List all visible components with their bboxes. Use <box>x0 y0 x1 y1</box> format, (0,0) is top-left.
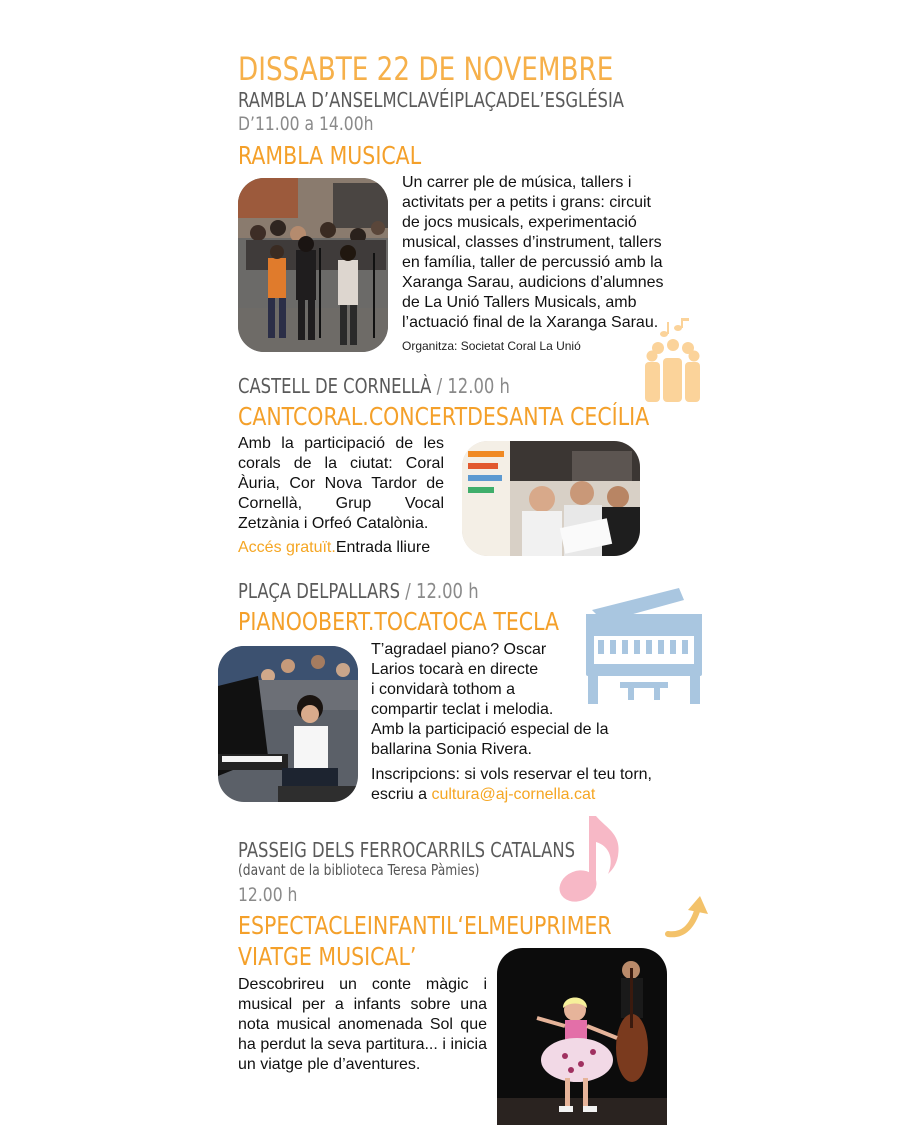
event3-line: i convidarà tothom a <box>371 681 516 698</box>
event2-access-free: Accés gratuït. <box>238 539 336 556</box>
event1-line: musical, classes d’instrument, tallers <box>402 234 662 251</box>
event2-location-line <box>238 374 510 398</box>
event3-photo <box>218 646 358 802</box>
event1-photo <box>238 178 388 352</box>
event1-line: activitats per a petits i grans: circuit <box>402 194 651 211</box>
event1-description <box>402 173 692 333</box>
event1-line: l’actuació final de la Xaranga Sarau. <box>402 314 659 331</box>
header-location: RAMBLA D’ANSELMCLAVÉIPLAÇADEL’ESGLÉSIA <box>238 88 625 112</box>
event-date-heading: DISSABTE 22 DE NOVEMBRE <box>238 50 614 88</box>
event2-access-entry: Entrada lliure <box>335 539 431 556</box>
header-hours: D’11.00 a 14.00h <box>238 113 374 135</box>
curved-arrow-icon <box>664 894 712 940</box>
choir-icon <box>640 318 706 404</box>
event3-line: Amb la participació especial de la <box>371 721 609 738</box>
choir-concert-photo <box>462 441 640 556</box>
event3-time: / 12.00 h <box>400 579 479 603</box>
event2-photo <box>462 441 640 556</box>
event4-title-line2: VIATGE MUSICAL’ <box>238 942 417 971</box>
event3-location-line <box>238 579 479 603</box>
event3-inscriptions-prefix: escriu a <box>371 786 432 803</box>
event2-location: CASTELL DE CORNELLÀ <box>238 374 432 398</box>
event2-access <box>238 538 430 558</box>
event1-title: RAMBLA MUSICAL <box>238 141 422 170</box>
event3-inscriptions-line1: Inscripcions: si vols reservar el teu torn, <box>371 766 652 783</box>
event4-description: Descobrireu un conte màgic i musical per a infants sobre una nota musical anomenada Sol que ha perdut la seva partitura... i inicia un viatge ple d’aventures. <box>238 976 487 1073</box>
event4-title-line1: ESPECTACLEINFANTIL‘ELMEUPRIMER <box>238 911 612 940</box>
street-musicians-photo <box>238 178 388 352</box>
event1-line: en família, taller de percussió amb la <box>402 254 663 271</box>
event1-line: Xaranga Sarau, audicions d’alumnes <box>402 274 664 291</box>
event4-time: 12.00 h <box>238 884 298 906</box>
event2-title: CANTCORAL.CONCERTDESANTA CECÍLIA <box>238 402 650 431</box>
event3-title: PIANOOBERT.TOCATOCA TECLA <box>238 607 560 636</box>
event1-line: de jocs musicals, experimentació <box>402 214 637 231</box>
event3-line: ballarina Sonia Rivera. <box>371 741 532 758</box>
event4-sublocation: (davant de la biblioteca Teresa Pàmies) <box>238 861 480 879</box>
event3-line: compartir teclat i melodia. <box>371 701 554 718</box>
event3-description <box>371 640 671 760</box>
event3-location: PLAÇA DELPALLARS <box>238 579 401 603</box>
event2-time: / 12.00 h <box>431 374 510 398</box>
event3-line: Larios tocarà en directe <box>371 661 539 678</box>
event3-line: T’agradael piano? Oscar <box>371 641 547 658</box>
event1-line: de La Unió Tallers Musicals, amb <box>402 294 637 311</box>
event1-organizer: Organitza: Societat Coral La Unió <box>402 339 581 353</box>
event3-inscriptions-line2 <box>371 785 681 805</box>
children-show-photo <box>497 948 667 1125</box>
event3-email-link[interactable]: cultura@aj-cornella.cat <box>431 786 596 803</box>
pianist-photo <box>218 646 358 802</box>
event3-inscriptions <box>371 765 681 805</box>
event4-location: PASSEIG DELS FERROCARRILS CATALANS <box>238 838 576 862</box>
event2-description: Amb la participació de les corals de la ciutat: Coral Àuria, Cor Nova Tardor de Cornellà, Grup Vocal Zetzània i Orfeó Catalònia. <box>238 435 444 532</box>
event1-line: Un carrer ple de música, tallers i <box>402 174 632 191</box>
event4-photo <box>497 948 667 1125</box>
music-note-icon <box>558 812 624 904</box>
